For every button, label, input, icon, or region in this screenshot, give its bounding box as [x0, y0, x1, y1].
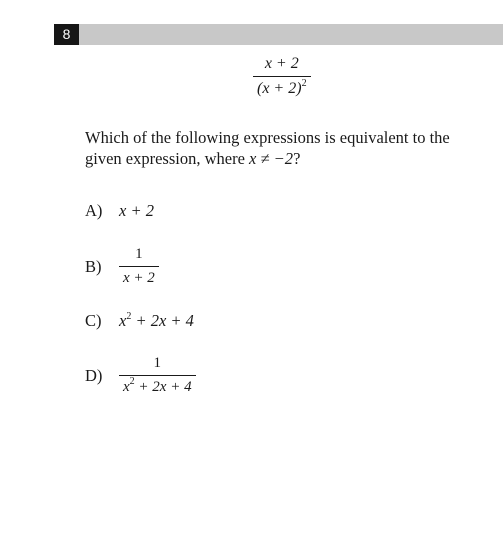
- choice-b-denominator: x + 2: [119, 266, 159, 287]
- given-denominator: [253, 76, 311, 98]
- choice-d-numerator: 1: [153, 355, 162, 371]
- given-denominator-exponent: 2: [301, 78, 307, 89]
- choice-a[interactable]: [85, 201, 154, 221]
- choice-c-base: x: [119, 311, 127, 330]
- given-numerator: x + 2: [264, 55, 299, 72]
- choice-d-den-rest: + 2x + 4: [134, 379, 192, 395]
- choice-b[interactable]: [85, 246, 159, 287]
- prompt-condition: x ≠ −2: [249, 149, 294, 168]
- choice-b-numerator: 1: [135, 246, 143, 262]
- choice-a-expression: x + 2: [119, 201, 154, 220]
- question-number: 8: [54, 24, 79, 45]
- question-prompt: [85, 127, 485, 169]
- choice-d-fraction: [119, 355, 196, 396]
- question-header-bar: [54, 24, 503, 45]
- choice-a-letter: A): [85, 201, 103, 220]
- choice-b-letter: B): [85, 256, 102, 276]
- prompt-end: ?: [293, 149, 301, 168]
- prompt-text: Which of the following expressions is equivalent to the given expression, where: [85, 128, 450, 168]
- choice-c[interactable]: [85, 311, 194, 331]
- choice-d-den-exponent: 2: [129, 376, 135, 387]
- choice-d-letter: D): [85, 365, 103, 385]
- choice-c-rest: + 2x + 4: [131, 311, 194, 330]
- choice-c-exponent: 2: [126, 311, 132, 322]
- given-expression: [253, 55, 311, 98]
- choice-c-expression: [119, 311, 194, 331]
- given-fraction: [253, 55, 311, 98]
- choice-b-fraction: [119, 246, 159, 287]
- choice-d-den-base: x: [123, 379, 130, 395]
- choice-c-letter: C): [85, 311, 102, 330]
- choice-d-denominator: [119, 375, 196, 396]
- given-denominator-base: (x + 2): [257, 80, 302, 97]
- choice-d[interactable]: [85, 355, 196, 396]
